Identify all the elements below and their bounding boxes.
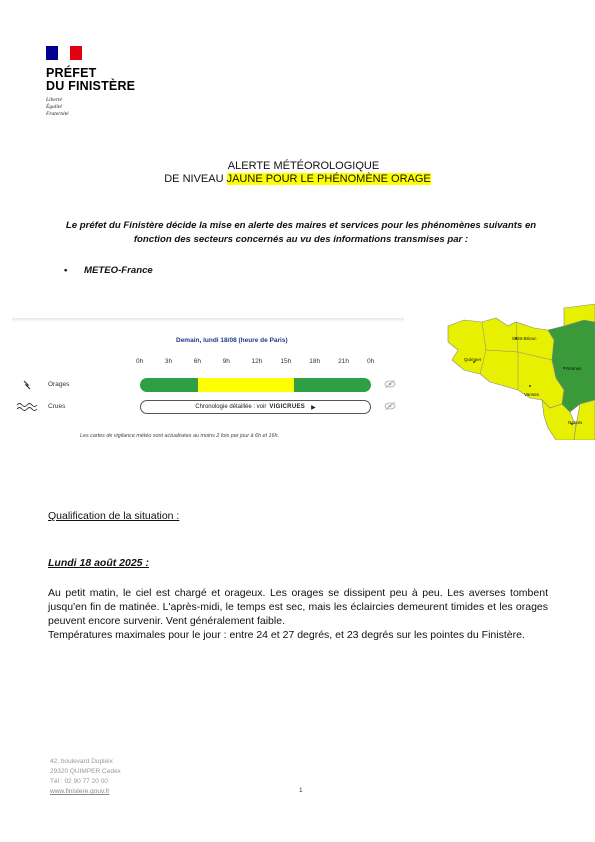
map-label-vannes: Vannes xyxy=(524,392,539,397)
vigilance-map[interactable] xyxy=(444,300,595,440)
french-flag-icon xyxy=(46,46,82,60)
map-label-saint-brieuc: Saint-Brieuc xyxy=(512,336,537,341)
motto-fraternite: Fraternité xyxy=(46,111,69,117)
vigicrues-brand: VIGICRUES xyxy=(269,404,306,410)
bulletin-paragraph-1: Au petit matin, le ciel est chargé et orageux. Les orages se dissipent peu à peu. Les averses tombent jusqu'en fin de matinée. L'après-midi, le temps est sec, mais les éclaircies demeurent timides et les orages peuvent encore survenir. Vent généralement faible. xyxy=(48,587,548,627)
alert-title-prefix: DE NIVEAU xyxy=(164,173,227,185)
waves-icon xyxy=(16,402,38,413)
hour-tick-label: 21h xyxy=(338,358,349,365)
motto-liberte: Liberté xyxy=(46,97,62,103)
timeline-segment-jaune xyxy=(198,378,294,392)
map-label-quimper: Quimper xyxy=(464,357,482,362)
footer-website-link[interactable]: www.finistere.gouv.fr xyxy=(50,788,110,795)
timeline-segment-vert xyxy=(294,378,371,392)
republic-motto xyxy=(46,97,135,118)
hour-tick-label: 12h xyxy=(251,358,263,365)
map-label-nantes: Nantes xyxy=(568,420,583,425)
source-bullet: • xyxy=(64,265,68,276)
map-label-rennes: Rennes xyxy=(566,366,582,371)
play-arrow-icon: ▶ xyxy=(311,404,316,411)
alert-title-highlight: JAUNE POUR LE PHÉNOMÈNE ORAGE xyxy=(226,173,431,185)
alert-title xyxy=(0,160,595,186)
footer-address-line1: 42, boulevard Dupleix xyxy=(50,758,113,765)
timeline-segment-vert xyxy=(140,378,198,392)
hour-tick-label: 0h xyxy=(367,358,375,365)
source-list xyxy=(64,265,153,276)
prefecture-name-line1: PRÉFET xyxy=(46,66,97,80)
row-label-crues: Crues xyxy=(48,403,66,410)
prefecture-name-line2: DU FINISTÈRE xyxy=(46,79,136,93)
prefecture-name xyxy=(46,67,135,93)
lightning-icon xyxy=(22,380,32,392)
eye-slash-icon[interactable] xyxy=(384,401,396,413)
motto-egalite: Égalité xyxy=(46,104,62,110)
footer-address xyxy=(50,757,121,797)
vigilance-update-note: Les cartes de vigilance météo sont actualisées au moins 2 fois par jour à 6h et 16h. xyxy=(80,433,279,439)
hour-tick-label: 18h xyxy=(309,358,321,365)
alert-intro: Le préfet du Finistère décide la mise en alerte des maires et services pour les phénomènes suivants en fonction des secteurs concernés au vu des informations transmises par : xyxy=(65,220,537,245)
hour-tick-label: 3h xyxy=(164,358,173,365)
map-region-bretagne xyxy=(448,318,564,408)
vigilance-panel-edge xyxy=(12,318,404,322)
prefecture-logo-block xyxy=(46,46,135,118)
bulletin-paragraph-2: Températures maximales pour le jour : entre 24 et 27 degrés, et 23 degrés sur les pointes du Finistère. xyxy=(48,629,525,641)
situation-heading: Qualification de la situation : xyxy=(48,510,180,522)
source-item: METEO-France xyxy=(84,265,153,276)
situation-day: Lundi 18 août 2025 : xyxy=(48,557,149,569)
hour-tick-label: 6h xyxy=(193,358,201,365)
vigicrues-text: Chronologie détaillée : voir xyxy=(195,404,267,410)
orages-timeline[interactable] xyxy=(140,378,371,392)
hour-tick-label: 15h xyxy=(280,358,292,365)
hour-tick-label: 9h xyxy=(222,358,230,365)
footer-address-line2: 29320 QUIMPER Cedex xyxy=(50,768,121,775)
marianne-logo xyxy=(46,46,135,60)
vigilance-date: Demain, lundi 18/08 (heure de Paris) xyxy=(176,337,288,344)
eye-slash-icon[interactable] xyxy=(384,379,396,391)
weather-bulletin xyxy=(48,586,548,642)
alert-title-line1: ALERTE MÉTÉOROLOGIQUE xyxy=(227,160,380,172)
hour-tick-label: 0h xyxy=(136,358,144,365)
row-label-orages: Orages xyxy=(48,381,70,388)
footer-phone: Tél : 02 90 77 20 00 xyxy=(50,778,108,785)
vigicrues-link[interactable] xyxy=(140,400,371,414)
page-number: 1 xyxy=(299,787,303,794)
